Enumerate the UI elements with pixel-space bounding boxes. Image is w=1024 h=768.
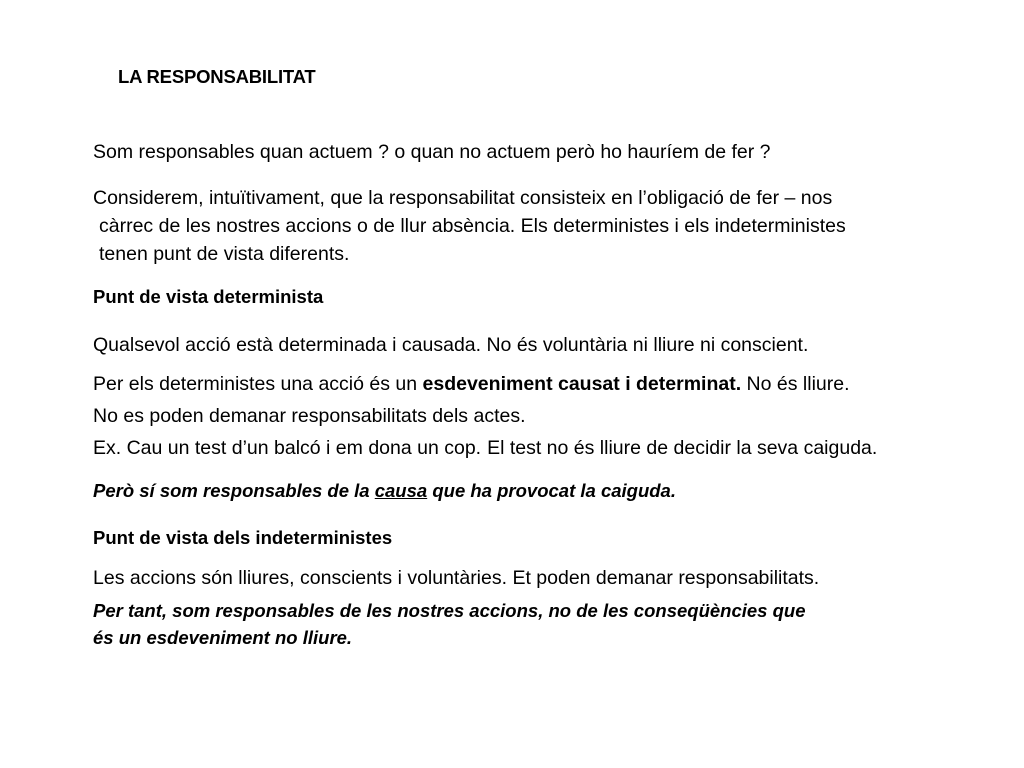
indeterminist-conclusion-line-1: Per tant, som responsables de les nostres accions, no de les conseqüències que (93, 600, 806, 621)
indeterminist-line-1: Les accions són lliures, conscients i voluntàries. Et poden demanar responsabilitats. (93, 567, 820, 589)
determinist-line-2-pre: Per els deterministes una acció és un (93, 373, 423, 395)
determinist-conclusion-pre: Però sí som responsables de la (93, 480, 375, 501)
determinist-conclusion (93, 477, 676, 505)
intro-line-1: Considerem, intuïtivament, que la responsabilitat consisteix en l’obligació de fer – nos (93, 187, 833, 209)
intro-question: Som responsables quan actuem ? o quan no actuem però ho hauríem de fer ? (93, 141, 771, 163)
page-title: LA RESPONSABILITAT (118, 66, 316, 87)
indeterminist-conclusion-line-2: és un esdeveniment no lliure. (93, 627, 353, 648)
determinist-example-a: Ex. Cau un test d’un balcó i em dona un cop. (93, 437, 482, 459)
determinist-line-2-post: No és lliure. (741, 373, 850, 395)
determinist-heading: Punt de vista determinista (93, 286, 324, 307)
determinist-line-2-bold: esdeveniment causat i determinat. (422, 373, 742, 395)
indeterminist-heading: Punt de vista dels indeterministes (93, 527, 393, 548)
determinist-conclusion-post: que ha provocat la caiguda. (427, 480, 676, 501)
intro-line-2: càrrec de les nostres accions o de llur absència. Els deterministes i els indeterministes (99, 215, 846, 237)
determinist-example (93, 434, 877, 462)
intro-line-3: tenen punt de vista diferents. (99, 243, 350, 265)
determinist-line-1: Qualsevol acció està determinada i causada. No és voluntària ni lliure ni conscient. (93, 334, 809, 356)
determinist-example-b: El test no és lliure de decidir la seva caiguda. (487, 437, 878, 459)
determinist-line-2 (93, 370, 850, 398)
determinist-conclusion-underlined: causa (374, 480, 428, 501)
determinist-line-3: No es poden demanar responsabilitats dels actes. (93, 405, 526, 427)
